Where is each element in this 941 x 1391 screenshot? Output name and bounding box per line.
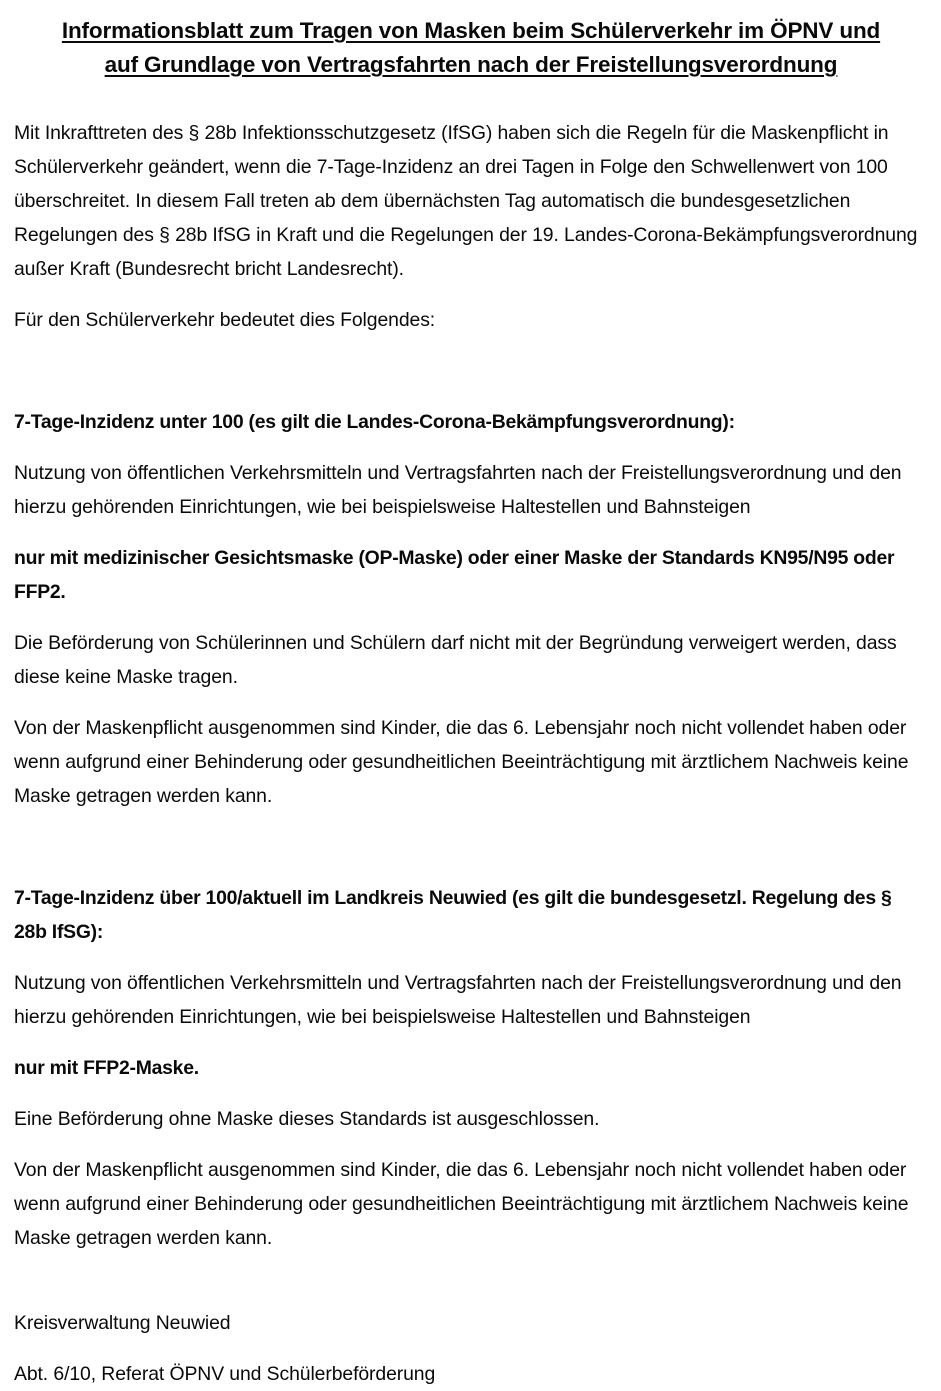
gap-before-signature-b	[14, 1289, 928, 1306]
mask-requirement-over-100: nur mit FFP2-Maske.	[14, 1057, 199, 1079]
gap-u4	[14, 694, 928, 711]
gap-after-intro	[14, 286, 928, 303]
gap-u1	[14, 439, 928, 456]
gap-u3	[14, 609, 928, 626]
gap-before-signature	[14, 1255, 928, 1289]
usage-text-over-100: Nutzung von öffentlichen Verkehrsmitteln und Vertragsfahrten nach der Freistellungsverordnung und den hierzu gehörenden Einrichtungen, wie bei beispielsweise Haltestellen und Bahnsteigen	[14, 972, 902, 1028]
gap-o4	[14, 1136, 928, 1153]
section-heading-over-100: 7-Tage-Inzidenz über 100/aktuell im Landkreis Neuwied (es gilt die bundesgesetzl. Regelung des § 28b IfSG):	[14, 887, 892, 943]
gap-u2	[14, 524, 928, 541]
gap-sig	[14, 1340, 928, 1357]
lead-in-text: Für den Schülerverkehr bedeutet dies Folgendes:	[14, 309, 436, 331]
gap-o1	[14, 949, 928, 966]
gap-o3	[14, 1085, 928, 1102]
signature-authority: Kreisverwaltung Neuwied	[14, 1312, 231, 1334]
exemption-over-100: Von der Maskenpflicht ausgenommen sind Kinder, die das 6. Lebensjahr noch nicht vollendet haben oder wenn aufgrund einer Behinderung oder gesundheitlichen Beeinträchtigung mit ärztlichem Nachweis keine Maske getragen werden kann.	[14, 1159, 909, 1249]
gap-before-section-1	[14, 337, 928, 371]
page-title-line-1: Informationsblatt zum Tragen von Masken beim Schülerverkehr im ÖPNV und	[61, 18, 881, 43]
gap-o2	[14, 1034, 928, 1051]
transport-note-under-100: Die Beförderung von Schülerinnen und Schülern darf nicht mit der Begründung verweigert werden, dass diese keine Maske tragen.	[14, 632, 897, 688]
exemption-under-100: Von der Maskenpflicht ausgenommen sind Kinder, die das 6. Lebensjahr noch nicht vollendet haben oder wenn aufgrund einer Behinderung oder gesundheitlichen Beeinträchtigung mit ärztlichem Nachweis keine Maske getragen werden kann.	[14, 717, 909, 807]
section-heading-under-100: 7-Tage-Inzidenz unter 100 (es gilt die Landes-Corona-Bekämpfungsverordnung):	[14, 411, 735, 433]
mask-requirement-under-100: nur mit medizinischer Gesichtsmaske (OP-Maske) oder einer Maske der Standards KN95/N95 oder FFP2.	[14, 547, 895, 603]
gap-before-section-2	[14, 813, 928, 847]
document-body	[14, 0, 928, 1391]
title-gap	[14, 82, 928, 116]
page-title	[14, 0, 928, 82]
gap-before-section-1-b	[14, 371, 928, 405]
signature-department: Abt. 6/10, Referat ÖPNV und Schülerbeförderung	[14, 1363, 436, 1385]
page-title-line-2: auf Grundlage von Vertragsfahrten nach der Freistellungsverordnung	[104, 52, 838, 77]
transport-note-over-100: Eine Beförderung ohne Maske dieses Standards ist ausgeschlossen.	[14, 1108, 600, 1130]
usage-text-under-100: Nutzung von öffentlichen Verkehrsmitteln und Vertragsfahrten nach der Freistellungsverordnung und den hierzu gehörenden Einrichtungen, wie bei beispielsweise Haltestellen und Bahnsteigen	[14, 462, 902, 518]
gap-before-section-2-b	[14, 847, 928, 881]
intro-paragraph: Mit Inkrafttreten des § 28b Infektionsschutzgesetz (IfSG) haben sich die Regeln für die Maskenpflicht in Schülerverkehr geändert, wenn die 7-Tage-Inzidenz an drei Tagen in Folge den Schwellenwert von 100 überschreitet. In diesem Fall treten ab dem übernächsten Tag automatisch die bundesgesetzlichen Regelungen des § 28b IfSG in Kraft und die Regelungen der 19. Landes-Corona-Bekämpfungsverordnung außer Kraft (Bundesrecht bricht Landesrecht).	[14, 122, 918, 280]
